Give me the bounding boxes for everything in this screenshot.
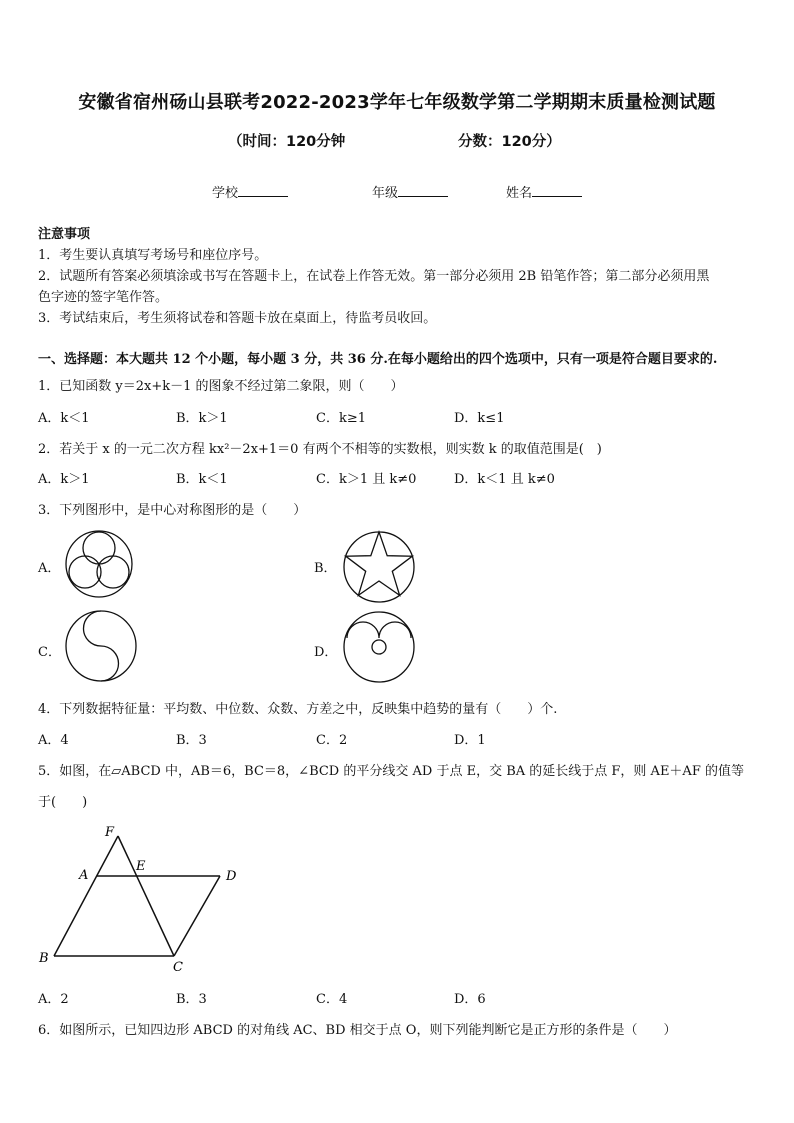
q1-option-c: C．k≥1 (316, 411, 366, 426)
q5-option-b: B．3 (176, 992, 207, 1007)
q2-option-b: B．k＜1 (176, 472, 228, 487)
inner-circle-top (83, 532, 115, 564)
q3-figure-d (341, 608, 417, 684)
grade-field (372, 182, 448, 201)
notes-heading: 注意事项 (38, 227, 91, 242)
school-field (212, 182, 288, 201)
section-heading: 一、选择题：本大题共 12 个小题，每小题 3 分，共 36 分.在每小题给出的四个选项中，只有一项是符合题目要求的. (38, 352, 718, 367)
name-label: 姓名 (506, 186, 533, 201)
q5-option-c: C．4 (316, 992, 348, 1007)
q5-option-d: D．6 (454, 992, 486, 1007)
question-1-stem: 1．已知函数 y＝2x+k－1 的图象不经过第二象限，则（ ） (38, 379, 404, 394)
line-FC (118, 836, 174, 956)
inner-circle-left (69, 556, 101, 588)
point-B: B (39, 951, 49, 966)
q4-option-d: D．1 (454, 733, 486, 748)
outer-circle (344, 532, 414, 602)
point-A: A (79, 868, 89, 883)
grade-blank (398, 184, 448, 197)
school-label: 学校 (212, 186, 239, 201)
q3-figure-b (341, 528, 417, 604)
point-C: C (173, 960, 183, 975)
grade-label: 年级 (372, 186, 399, 201)
line-BF (54, 836, 118, 956)
q3-label-d: D． (314, 645, 338, 660)
point-E: E (136, 859, 146, 874)
question-4-stem: 4．下列数据特征量：平均数、中位数、众数、方差之中，反映集中趋势的量有（ ）个. (38, 702, 558, 717)
double-arc (347, 622, 411, 638)
q5-figure (36, 820, 246, 978)
q3-label-b: B． (314, 561, 337, 576)
note-item: 色字迹的签字笔作答。 (38, 290, 169, 305)
page-title: 安徽省宿州砀山县联考2022-2023学年七年级数学第二学期期末质量检测试题 (78, 92, 716, 113)
exam-time: （时间：120分钟 (228, 134, 346, 150)
q1-option-a: A．k＜1 (38, 411, 90, 426)
q2-option-a: A．k＞1 (38, 472, 90, 487)
q4-option-a: A．4 (38, 733, 69, 748)
q3-label-c: C． (38, 645, 61, 660)
question-5-stem: 5．如图，在▱ABCD 中，AB＝6，BC＝8，∠BCD 的平分线交 AD 于点 E，交 BA 的延长线于点 F，则 AE＋AF 的值等 (38, 764, 744, 779)
outer-circle (344, 612, 414, 682)
q2-option-c: C．k＞1 且 k≠0 (316, 472, 417, 487)
q1-option-d: D．k≤1 (454, 411, 505, 426)
q1-option-b: B．k＞1 (176, 411, 228, 426)
question-6-stem: 6．如图所示，已知四边形 ABCD 的对角线 AC、BD 相交于点 O，则下列能判断它是正方形的条件是（ ） (38, 1023, 677, 1038)
note-item: 3．考试结束后，考生须将试卷和答题卡放在桌面上，待监考员收回。 (38, 311, 437, 326)
note-item: 1．考生要认真填写考场号和座位序号。 (38, 248, 268, 263)
q4-option-b: B．3 (176, 733, 207, 748)
question-5-stem-cont: 于( ) (38, 795, 88, 810)
q3-figure-a (64, 528, 134, 600)
center-small-circle (372, 640, 386, 654)
point-D: D (226, 869, 237, 884)
q2-option-d: D．k＜1 且 k≠0 (454, 472, 555, 487)
question-2-stem: 2．若关于 x 的一元二次方程 kx²－2x+1＝0 有两个不相等的实数根，则实数 k 的取值范围是( ) (38, 442, 602, 457)
note-item: 2．试题所有答案必须填涂或书写在答题卡上，在试卷上作答无效。第一部分必须用 2B 铅笔作答；第二部分必须用黑 (38, 269, 710, 284)
q3-label-a: A． (38, 561, 61, 576)
inner-circle-right (97, 556, 129, 588)
exam-score: 分数：120分） (458, 134, 561, 150)
point-F: F (105, 825, 115, 840)
q4-option-c: C．2 (316, 733, 348, 748)
q5-option-a: A．2 (38, 992, 69, 1007)
line-CD (174, 876, 220, 956)
s-curve (84, 611, 119, 681)
name-field (506, 182, 582, 201)
q3-figure-c (64, 608, 138, 684)
name-blank (532, 184, 582, 197)
school-blank (238, 184, 288, 197)
question-3-stem: 3．下列图形中，是中心对称图形的是（ ） (38, 503, 307, 518)
